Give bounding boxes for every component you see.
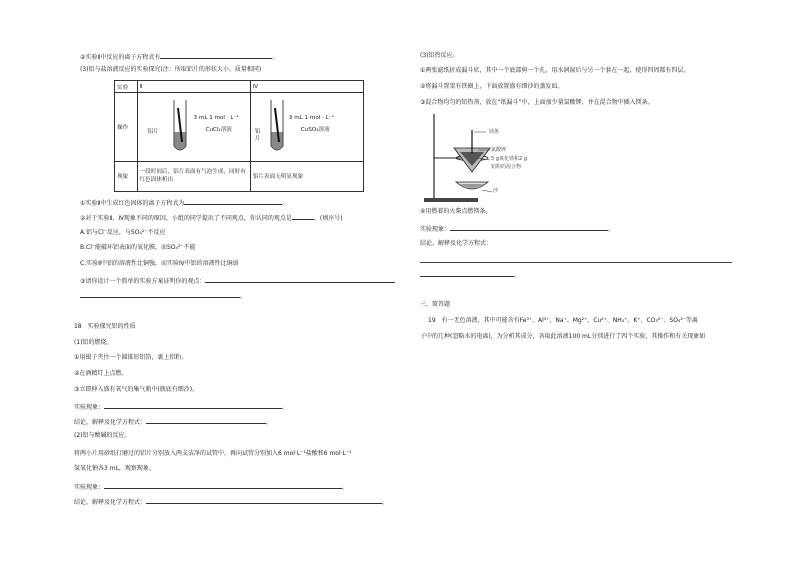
question-line: ③请你设计一个简单的实验方案证明你的观点： [80, 276, 395, 286]
answer-blank[interactable] [80, 291, 240, 298]
question-line: ②实验Ⅱ中反应的离子方程式有 。 [80, 54, 279, 61]
answer-blank[interactable] [184, 198, 282, 205]
answer-blank[interactable] [104, 402, 282, 409]
test-tube-icon [168, 98, 192, 156]
answer-blank[interactable] [420, 270, 514, 277]
question-line: 实验现象： 。 [74, 484, 349, 491]
question-line: 。 [80, 291, 246, 301]
table-header: 实验 [115, 81, 138, 93]
label-mixture: 5 g氧化铁和2 g [491, 156, 527, 162]
question-line: ④用燃着的火柴点燃镁条。 [420, 208, 492, 215]
question-line: 结论、解释及化学方程式： [420, 240, 493, 247]
section-title: 三、简答题 [420, 301, 451, 308]
label-magnesium: 镁条 [489, 129, 500, 135]
question-line: 实验现象： 。 [74, 404, 289, 411]
question-19-line: 19 有一无色溶液，其中可能含有Fe³⁺、Al³⁺、Na⁺、Mg²⁺、Cu²⁺、NH₄⁺、K⁺、CO₃²⁻、SO₄²⁻等离 [428, 317, 698, 324]
table-row-label: 操作 [115, 93, 138, 162]
question-18-title: 18 实验探究铝的性质 [74, 323, 136, 330]
answer-blank[interactable] [146, 497, 382, 504]
reagent-label: 3 mL 1 mol · L⁻¹ [288, 115, 334, 122]
question-line: 。 [420, 270, 520, 280]
test-tube-icon [265, 98, 289, 156]
aluminum-strip-label: 铝片 [254, 129, 261, 143]
label-sand: 沙 [493, 188, 499, 194]
question-line: (3)铝与盐溶液反应的实验探究(注：所取铝片的形状大小、质量相同) [80, 66, 262, 73]
answer-blank[interactable] [292, 213, 314, 220]
table-header: Ⅳ [250, 81, 363, 93]
question-line: (3)铝热反应。 [420, 52, 459, 59]
experiment-table [114, 80, 364, 192]
stand-base [424, 198, 478, 202]
reagent-label: CuSO₄溶液 [300, 127, 330, 134]
reagent-label: 3 mL 1 mol · L⁻¹ [193, 115, 239, 122]
option-a: A.铝与Cl⁻反应，与SO₄²⁻不反应 [80, 229, 166, 236]
answer-blank[interactable] [160, 52, 272, 59]
question-line: 将两小片用砂纸打磨过的铝片分别放入两支洁净的试管中，再向试管分别加入6 mol·L⁻¹盐酸和6 mol·L⁻¹ [74, 450, 352, 457]
question-line: ②在酒精灯上点燃。 [74, 370, 128, 377]
observation-cell: 一段时间后，铝片表面有气泡生成，同时有红色固体析出 [137, 161, 250, 191]
question-line: (2)铝与酸碱的反应。 [74, 432, 131, 439]
answer-blank[interactable] [146, 417, 266, 424]
table-header: Ⅱ [137, 81, 250, 93]
question-line: 结论、解释及化学方程式： 。 [74, 499, 389, 506]
question-line: ②对于实验Ⅱ、Ⅳ现象不同的原因，小组的同学提出了不同观点，你认同的观点是 。(填序号) [80, 215, 343, 222]
question-line: 氢氧化钠各3 mL，观察现象。 [74, 465, 155, 472]
question-line: 结论、解释及化学方程式： 。 [74, 419, 273, 426]
question-line: ③混合物均匀的铝热剂，放在“纸漏斗”中，上面加少量氯酸钾，并在混合物中插入镁条。 [420, 99, 654, 106]
answer-line[interactable] [420, 262, 732, 263]
label-mixture: 铝粉的混合物 [491, 164, 522, 170]
answer-blank[interactable] [205, 276, 395, 283]
question-line: (1)铝的燃烧。 [74, 339, 113, 346]
option-c: C.实验Ⅱ中铝的溶液性比铜强，而实验Ⅳ中铝的溶液性比铜弱 [80, 260, 239, 267]
option-b: B.Cl⁻能破坏铝表面的氧化膜，而SO₄²⁻不能 [80, 244, 196, 251]
operation-cell-2 [137, 93, 250, 162]
answer-blank[interactable] [450, 224, 608, 231]
question-line: 实验现象： 。 [420, 226, 615, 233]
question-line: ①两张滤纸折成漏斗状，其中一个底部剪一个孔，用水润湿后与另一个套在一起，使得四周都有四层。 [420, 67, 690, 74]
aluminum-strip-label: 铝片 [147, 129, 159, 136]
reagent-label: CuCl₂溶液 [205, 127, 232, 134]
question-line: ②将漏斗置架有铁圈上，下面放置盛有细沙的蒸发皿。 [420, 83, 564, 90]
answer-blank[interactable] [104, 482, 342, 489]
observation-cell: 铝片表面无明显现象 [250, 161, 363, 191]
question-line: ①用镊子夹住一个圆锥形铝箔，裹上铝粉。 [74, 354, 188, 361]
question-line: ①实验Ⅱ中生成红色固体的离子方程式为 。 [80, 200, 289, 207]
table-row-label: 现象 [115, 161, 138, 191]
label-kclo3: 氯酸钾 [491, 147, 507, 153]
operation-cell-4 [250, 93, 363, 162]
question-19-line: 子中的几种(忽略水的电离)，为分析其成分，各取此溶液100 mL分别进行了四个实验，其操作和有关现象如 [420, 333, 706, 340]
question-line: ③立即伸入盛有氧气的集气瓶中(瓶底有细沙)。 [74, 386, 199, 393]
